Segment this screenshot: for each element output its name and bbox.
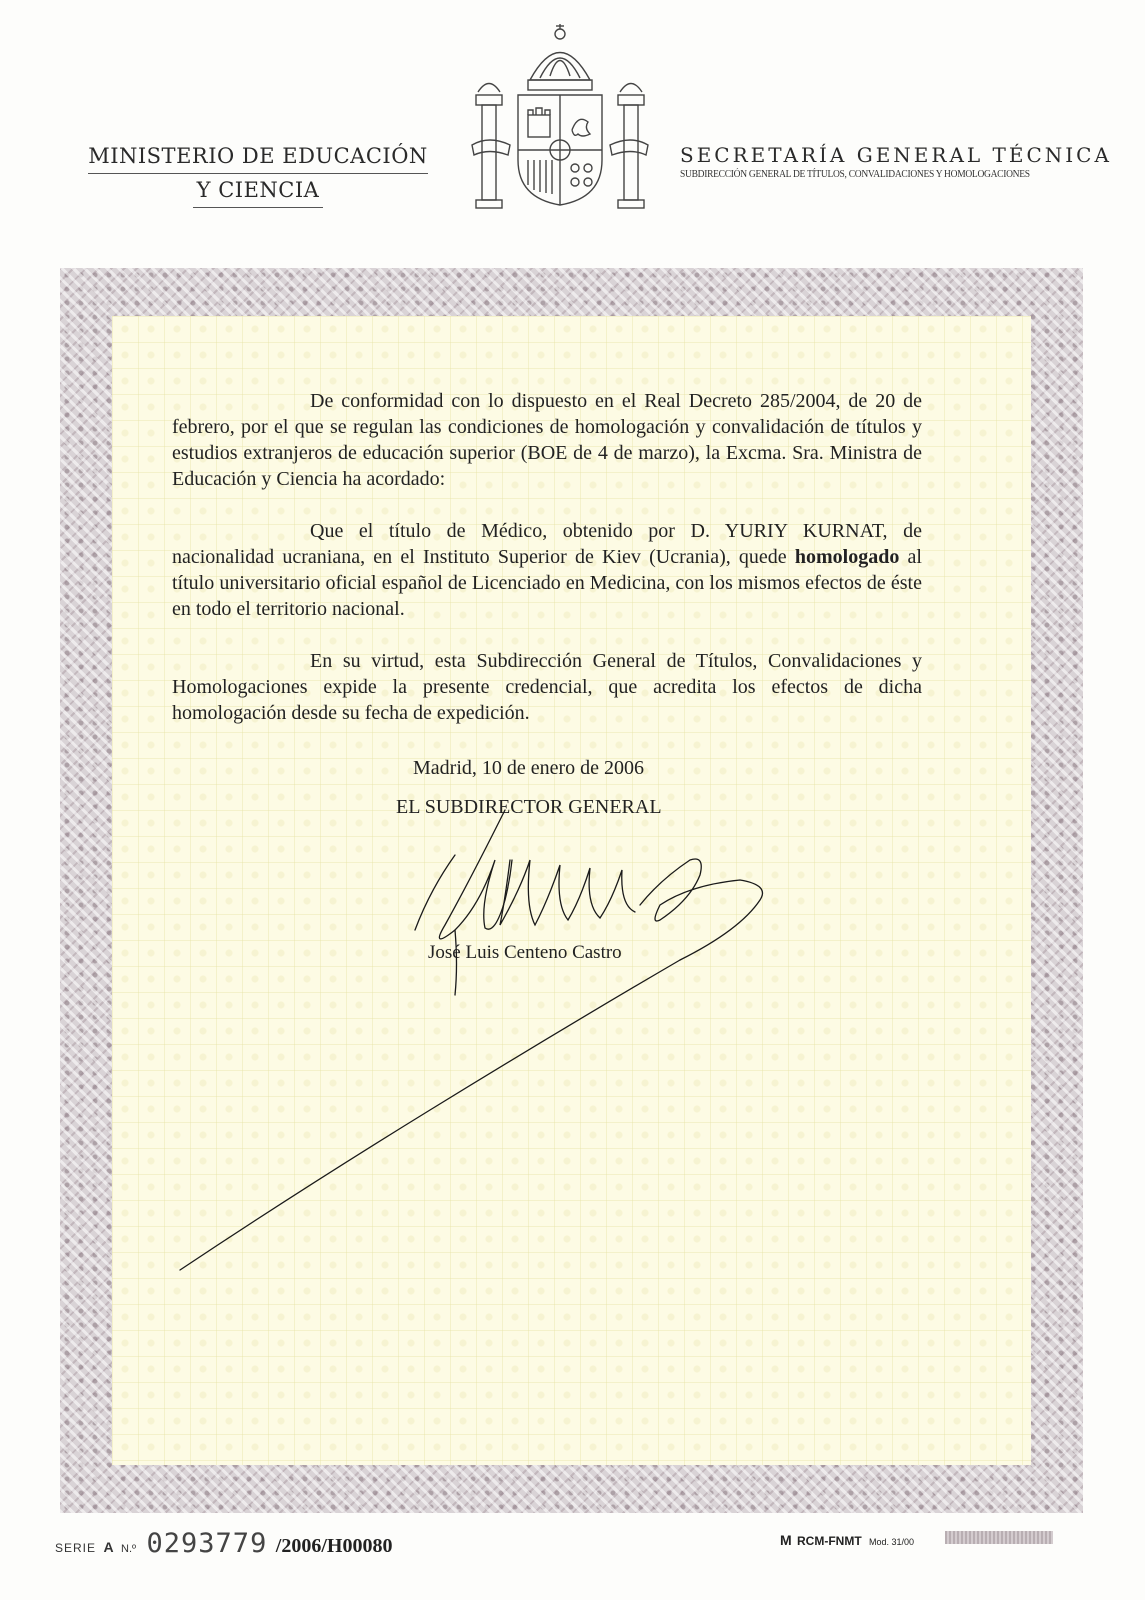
homologado-bold: homologado xyxy=(794,546,900,568)
secretaria-title: SECRETARÍA GENERAL TÉCNICA xyxy=(680,143,1112,167)
reference-number: /2006/H00080 xyxy=(275,1535,393,1557)
paragraph-homologation-start: Que el título de Médico, obtenido por D. YURIY KURNAT, de nacionalidad ucraniana, en el Instituto Superior de Kiev (Ucrania), quede xyxy=(172,520,922,568)
subdireccion-title: SUBDIRECCIÓN GENERAL DE TÍTULOS, CONVALIDACIONES Y HOMOLOGACIONES xyxy=(680,169,1030,180)
paragraph-homologation-end: al título universitario oficial español de Licenciado en Medicina, con los mismos efectos de éste en todo el territorio nacional. xyxy=(172,546,922,620)
printer-code: RCM-FNMT xyxy=(797,1534,862,1548)
serie-label: SERIE xyxy=(55,1541,97,1555)
serie-letter: A xyxy=(103,1539,114,1555)
security-strip xyxy=(945,1531,1053,1544)
signatory-title: EL SUBDIRECTOR GENERAL xyxy=(396,796,662,818)
serial-number: 0293779 xyxy=(146,1528,268,1559)
number-label: N.º xyxy=(121,1543,137,1555)
signatory-name: José Luis Centeno Castro xyxy=(428,942,622,963)
place-date: Madrid, 10 de enero de 2006 xyxy=(413,757,645,779)
serial-number-block xyxy=(55,1528,392,1559)
model-number: Mod. 31/00 xyxy=(869,1537,915,1547)
ministry-name-line1: MINISTERIO DE EDUCACIÓN xyxy=(88,140,428,174)
mint-mark-icon: M xyxy=(780,1532,792,1548)
paragraph-issuance: En su virtud, esta Subdirección General de Títulos, Convalidaciones y Homologaciones expide la presente credencial, que acredita los efectos de dicha homologación desde su fecha de expedición. xyxy=(172,650,922,724)
ministry-name-line2: Y CIENCIA xyxy=(193,174,324,208)
paragraph-decree: De conformidad con lo dispuesto en el Real Decreto 285/2004, de 20 de febrero, por el que se regulan las condiciones de homologación y convalidación de títulos y estudios extranjeros de educación superior (BOE de 4 de marzo), la Excma. Sra. Ministra de Educación y Ciencia ha acordado: xyxy=(172,390,922,490)
printer-mark xyxy=(780,1532,914,1548)
